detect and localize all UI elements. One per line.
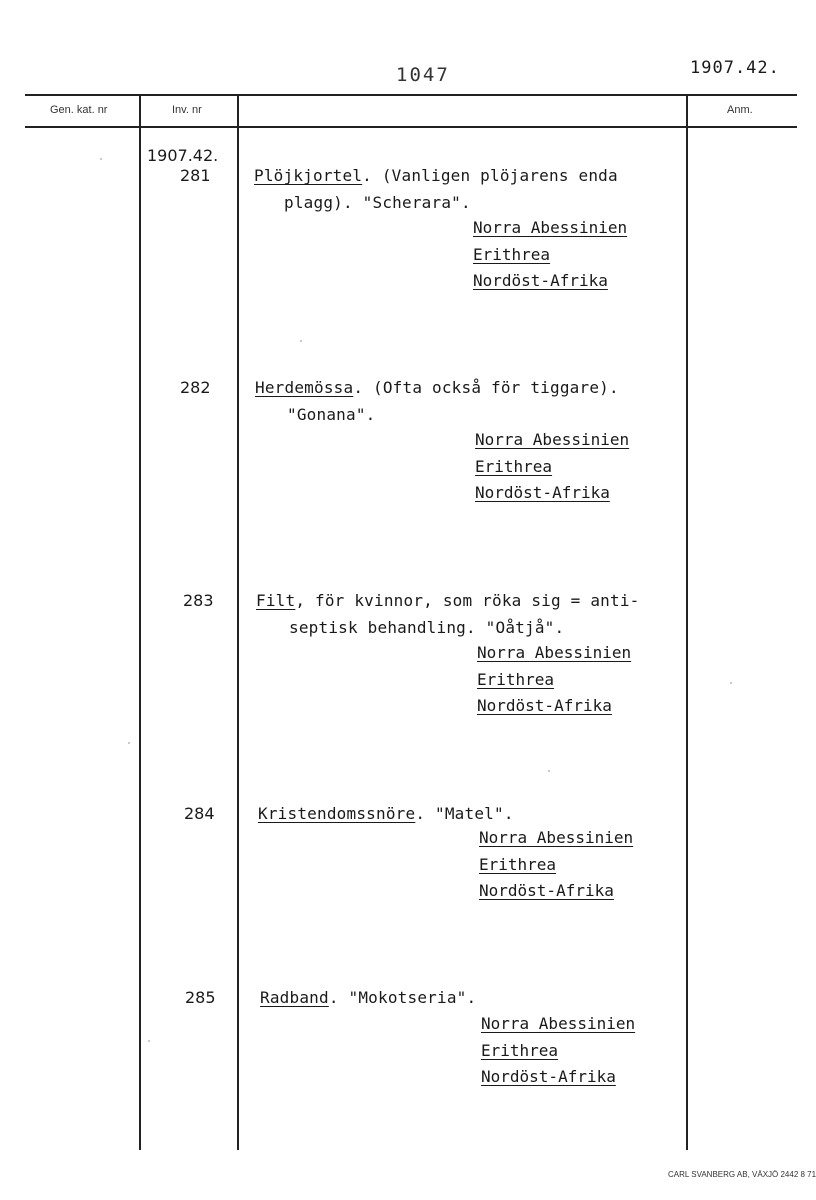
column-header-anm: Anm.	[727, 104, 753, 116]
page-number: 1047	[396, 64, 450, 86]
description-text: , för kvinnor, som röka sig = anti-	[295, 591, 640, 610]
description-text: . (Ofta också för tiggare).	[353, 378, 619, 397]
printer-imprint: CARL SVANBERG AB, VÄXJÖ 2442 8 71	[668, 1170, 816, 1179]
description-text: . "Mokotseria".	[328, 988, 477, 1007]
provenance-region: Norra Abessinien	[477, 643, 632, 662]
entry-description-line	[258, 804, 514, 823]
scan-speck	[300, 340, 302, 342]
object-term: Filt	[256, 591, 296, 610]
description-continuation: septisk behandling. "Oåtjå".	[289, 617, 565, 637]
provenance-region: Erithrea	[477, 669, 555, 689]
object-term: Radband	[260, 988, 329, 1007]
table-header-rule	[25, 126, 797, 128]
provenance-region: Norra Abessinien	[473, 218, 628, 237]
provenance-region: Erithrea	[473, 244, 551, 264]
column-header-gen-kat-nr: Gen. kat. nr	[50, 104, 108, 116]
provenance-region: Nordöst-Afrika	[477, 696, 612, 715]
column-divider-desc-anm	[686, 94, 688, 1150]
description-text: . (Vanligen plöjarens enda	[362, 166, 618, 185]
scan-speck	[148, 1040, 150, 1042]
object-term: Plöjkjortel	[254, 166, 363, 185]
collection-year: 1907.42.	[147, 146, 219, 165]
provenance-region: Nordöst-Afrika	[473, 271, 608, 290]
provenance-region: Erithrea	[479, 854, 557, 874]
entry-description-line	[254, 166, 618, 185]
scan-speck	[730, 682, 732, 684]
inventory-number: 284	[184, 804, 215, 823]
entry-description-line	[260, 988, 476, 1007]
inventory-number: 282	[180, 378, 211, 397]
provenance-region: Nordöst-Afrika	[479, 881, 614, 900]
inventory-number: 285	[185, 988, 216, 1007]
entry-description-line	[256, 591, 640, 610]
inventory-number: 283	[183, 591, 214, 610]
inventory-number: 281	[180, 166, 211, 185]
table-top-rule	[25, 94, 797, 96]
description-continuation: plagg). "Scherara".	[284, 192, 471, 212]
scan-speck	[128, 742, 130, 744]
object-term: Herdemössa	[255, 378, 354, 397]
provenance-region: Nordöst-Afrika	[481, 1067, 616, 1086]
scan-speck	[548, 770, 550, 772]
provenance-region: Nordöst-Afrika	[475, 483, 610, 502]
column-divider-inv-desc	[237, 94, 239, 1150]
description-continuation: "Gonana".	[287, 404, 376, 424]
object-term: Kristendomssnöre	[258, 804, 416, 823]
entry-description-line	[255, 378, 619, 397]
column-divider-gen-inv	[139, 94, 141, 1150]
provenance-region: Erithrea	[481, 1040, 559, 1060]
description-text: . "Matel".	[415, 804, 514, 823]
catalog-reference: 1907.42.	[690, 58, 780, 78]
provenance-region: Erithrea	[475, 456, 553, 476]
provenance-region: Norra Abessinien	[475, 430, 630, 449]
column-header-inv-nr: Inv. nr	[172, 104, 202, 116]
provenance-region: Norra Abessinien	[481, 1014, 636, 1033]
provenance-region: Norra Abessinien	[479, 828, 634, 847]
scan-speck	[100, 158, 102, 160]
